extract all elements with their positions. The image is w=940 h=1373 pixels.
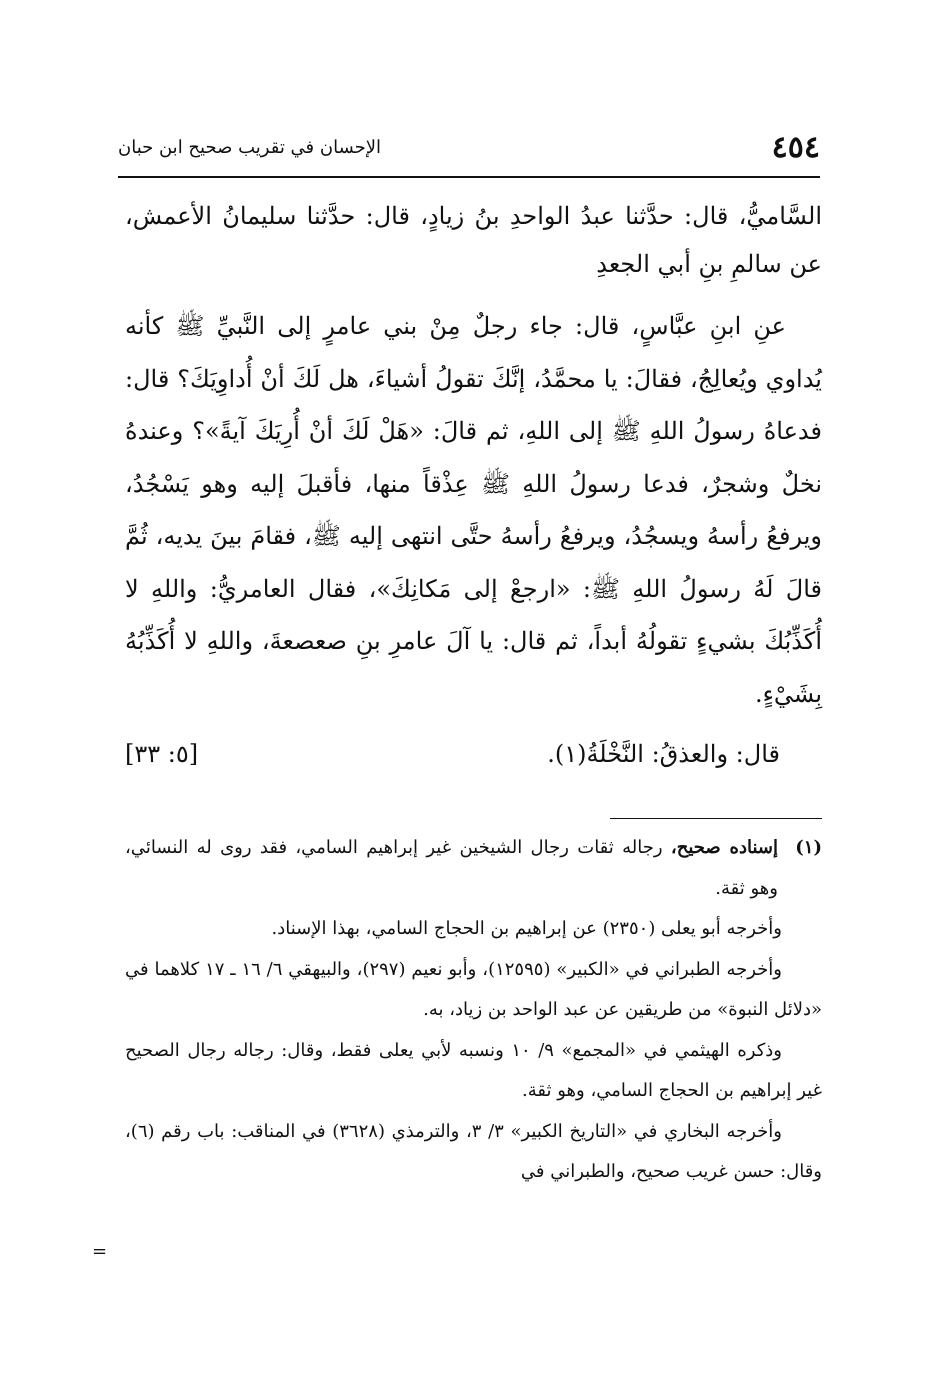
footnote-marker: (١) <box>795 837 822 858</box>
footnote-1 <box>125 828 822 909</box>
isnad-paragraph: السَّاميُّ، قال: حدَّثنا عبدُ الواحدِ بنُ زيادٍ، قال: حدَّثنا سليمانُ الأعمش، عن سالمِ بنِ أبي الجعدِ <box>125 202 822 278</box>
footnote-paragraph: وأخرجه أبو يعلى (٢٣٥٠) عن إبراهيم بن الحجاج السامي، بهذا الإسناد. <box>271 918 782 939</box>
closing-text: قال: والعذقُ: النَّخْلَةُ(١). <box>547 740 780 768</box>
footnote-text: رجاله ثقات رجال الشيخين غير إبراهيم السامي، فقد روى له النسائي، وهو ثقة. <box>125 837 778 899</box>
running-title: الإحسان في تقريب صحيح ابن حبان <box>118 137 382 158</box>
continuation-mark: = <box>92 1241 108 1262</box>
footnotes <box>125 828 822 1193</box>
hadith-reference: [٥: ٣٣] <box>125 740 199 768</box>
hadith-paragraph: عنِ ابنِ عبَّاسٍ، قال: جاء رجلٌ مِنْ بني عامرٍ إلى النَّبيِّ ﷺ كأنه يُداوي ويُعالِجُ، فقالَ: يا محمَّدُ، إنَّكَ تقولُ أشياءَ، هل لَكَ أنْ أُداوِيَكَ؟ قال: فدعاهُ رسولُ اللهِ ﷺ إلى اللهِ، ثم قالَ: «هَلْ لَكَ أنْ أُرِيَكَ آيةً»؟ وعندهُ نخلٌ وشجرٌ، فدعا رسولُ اللهِ ﷺ عِذْقاً منها، فأقبلَ إليه وهو يَسْجُدُ، ويرفعُ رأسهُ ويسجُدُ، ويرفعُ رأسهُ حتَّى انتهى إليه ﷺ، فقامَ بينَ يديه، ثُمَّ قالَ لَهُ رسولُ اللهِ ﷺ: «ارجعْ إلى مَكانِكَ»، فقال العامريُّ: واللهِ لا أُكَذِّبُكَ بشيءٍ تقولُهُ أبداً، ثم قال: يا آلَ عامرِ بنِ صعصعةَ، واللهِ لا أُكَذِّبُهُ بِشَيْءٍ. <box>125 312 822 708</box>
header-rule <box>118 176 820 178</box>
footnote-paragraph: وأخرجه الطبراني في «الكبير» (١٢٥٩٥)، وأبو نعيم (٢٩٧)، والبيهقي ٦/ ١٦ ـ ١٧ كلاهما في «دلائل النبوة» من طريقين عن عبد الواحد بن زياد، به. <box>125 958 822 1020</box>
footnote-paragraph: وأخرجه البخاري في «التاريخ الكبير» ٣/ ٣، والترمذي (٣٦٢٨) في المناقب: باب رقم (٦)، وقال: حسن غريب صحيح، والطبراني في <box>125 1120 822 1182</box>
page-number: ٤٥٤ <box>771 130 820 165</box>
page-header <box>118 128 820 168</box>
footnote-paragraph: وذكره الهيثمي في «المجمع» ٩/ ١٠ ونسبه لأبي يعلى فقط، وقال: رجاله رجال الصحيح غير إبراهيم بن الحجاج السامي، وهو ثقة. <box>125 1039 822 1101</box>
closing-line <box>125 726 822 782</box>
footnote-lead: إسناده صحيح، <box>670 837 778 858</box>
footnote-rule <box>610 818 822 819</box>
